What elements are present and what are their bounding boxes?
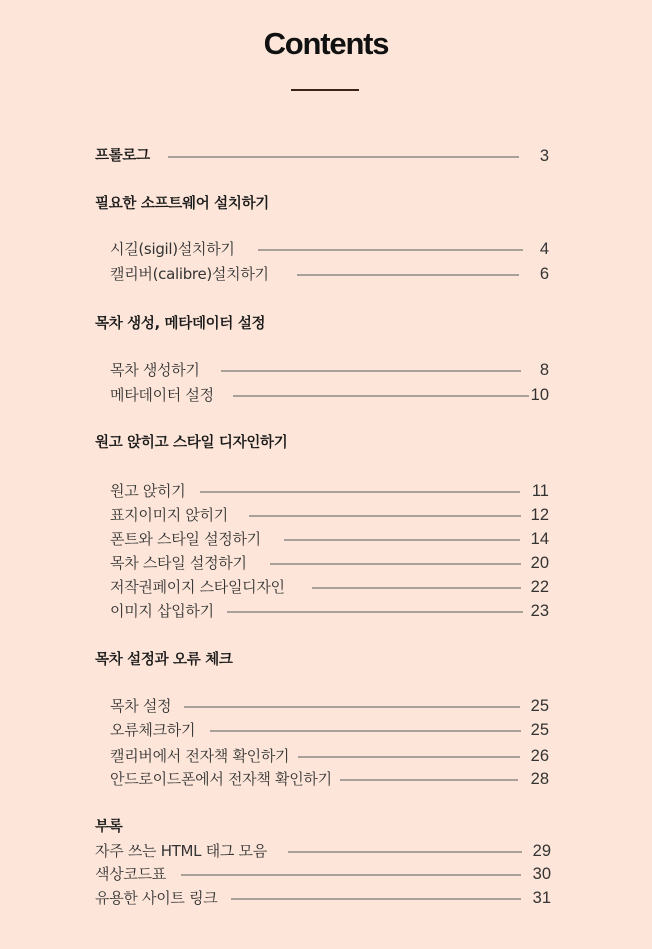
leader-line xyxy=(270,563,521,565)
toc-entry[interactable] xyxy=(0,745,652,767)
toc-entry[interactable] xyxy=(0,768,652,790)
leader-line xyxy=(288,851,522,853)
toc-entry[interactable] xyxy=(0,238,652,260)
toc-entry-label: 캘리버(calibre)설치하기 xyxy=(110,265,269,283)
page-title: Contents xyxy=(263,26,389,61)
toc-entry[interactable] xyxy=(0,384,652,406)
leader-line xyxy=(184,706,520,708)
toc-entry[interactable] xyxy=(0,263,652,285)
toc-entry-label: 프롤로그 xyxy=(95,148,150,164)
leader-line xyxy=(312,587,521,589)
toc-entry-prologue[interactable] xyxy=(0,145,652,167)
section-heading: 부록 xyxy=(95,819,123,835)
toc-page-number: 28 xyxy=(530,770,549,788)
leader-line xyxy=(181,874,521,876)
toc-entry-label: 저작권페이지 스타일디자인 xyxy=(110,578,285,596)
toc-entry[interactable] xyxy=(0,887,652,909)
toc-entry[interactable] xyxy=(0,719,652,741)
toc-entry[interactable] xyxy=(0,552,652,574)
toc-page-number: 11 xyxy=(531,482,549,500)
leader-line xyxy=(231,898,521,900)
toc-entry-label: 폰트와 스타일 설정하기 xyxy=(110,530,261,548)
toc-page-number: 10 xyxy=(530,386,549,404)
leader-line xyxy=(297,274,519,276)
toc-page-number: 22 xyxy=(530,578,549,596)
leader-line xyxy=(227,611,523,613)
toc-entry[interactable] xyxy=(0,528,652,550)
toc-entry-label: 캘리버에서 전자책 확인하기 xyxy=(110,747,290,765)
section-heading: 목차 생성, 메타데이터 설정 xyxy=(95,316,266,332)
toc-entry[interactable] xyxy=(0,480,652,502)
leader-line xyxy=(298,756,520,758)
toc-entry-label: 유용한 사이트 링크 xyxy=(95,889,218,907)
leader-line xyxy=(233,395,529,397)
leader-line xyxy=(249,515,521,517)
toc-page-number: 3 xyxy=(539,147,549,165)
toc-entry-label: 오류체크하기 xyxy=(110,721,196,739)
leader-line xyxy=(284,539,520,541)
toc-entry-label: 메타데이터 설정 xyxy=(110,386,214,404)
toc-page-number: 6 xyxy=(539,265,549,283)
toc-page-number: 4 xyxy=(539,240,549,258)
leader-line xyxy=(340,779,518,781)
toc-page-number: 14 xyxy=(530,530,549,548)
toc-entry-label: 이미지 삽입하기 xyxy=(110,602,214,620)
toc-entry-label: 안드로이드폰에서 전자책 확인하기 xyxy=(110,770,332,788)
toc-entry[interactable] xyxy=(0,600,652,622)
toc-entry-label: 표지이미지 앉히기 xyxy=(110,506,228,524)
leader-line xyxy=(210,730,521,732)
title-underline xyxy=(291,89,359,91)
toc-entry[interactable] xyxy=(0,359,652,381)
toc-entry-label: 목차 스타일 설정하기 xyxy=(110,554,247,572)
section-heading: 원고 앉히고 스타일 디자인하기 xyxy=(95,435,288,451)
section-heading: 필요한 소프트웨어 설치하기 xyxy=(95,196,269,212)
section-heading: 목차 설정과 오류 체크 xyxy=(95,652,233,668)
leader-line xyxy=(200,491,520,493)
toc-entry-label: 시길(sigil)설치하기 xyxy=(110,240,235,258)
toc-page-number: 23 xyxy=(530,602,549,620)
toc-entry[interactable] xyxy=(0,504,652,526)
toc-entry[interactable] xyxy=(0,576,652,598)
toc-page-number: 30 xyxy=(532,865,551,883)
toc-entry-label: 자주 쓰는 HTML 태그 모음 xyxy=(95,842,267,860)
toc-page-number: 31 xyxy=(532,889,551,907)
toc-entry[interactable] xyxy=(0,840,652,862)
leader-line xyxy=(258,249,523,251)
toc-entry-label: 목차 생성하기 xyxy=(110,361,200,379)
toc-page-number: 29 xyxy=(532,842,551,860)
toc-entry[interactable] xyxy=(0,695,652,717)
toc-page-number: 12 xyxy=(530,506,549,524)
toc-entry-label: 색상코드표 xyxy=(95,865,166,883)
toc-page-number: 20 xyxy=(530,554,549,572)
toc-entry[interactable] xyxy=(0,863,652,885)
leader-line xyxy=(168,156,519,158)
toc-page-number: 25 xyxy=(530,721,549,739)
toc-entry-label: 원고 앉히기 xyxy=(110,482,186,500)
toc-page-number: 8 xyxy=(539,361,549,379)
toc-page-number: 25 xyxy=(530,697,549,715)
toc-entry-label: 목차 설정 xyxy=(110,697,172,715)
leader-line xyxy=(221,370,521,372)
toc-page-number: 26 xyxy=(530,747,549,765)
